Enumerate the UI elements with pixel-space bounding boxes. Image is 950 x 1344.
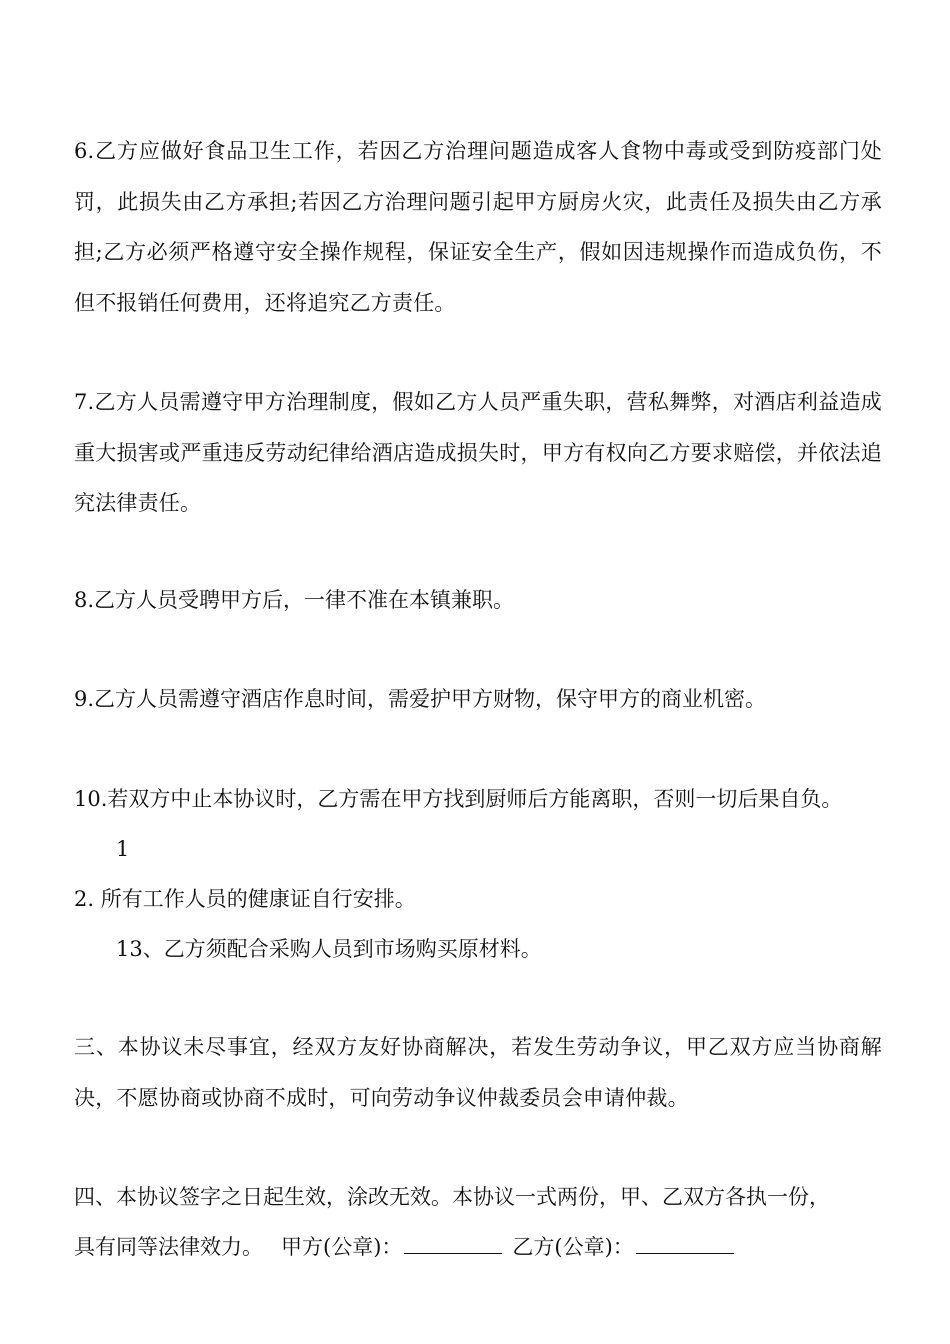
signature-line bbox=[74, 1232, 738, 1262]
clause-2: 2. 所有工作人员的健康证自行安排。 bbox=[74, 887, 416, 911]
section-3: 三、本协议未尽事宜，经双方友好协商解决，若发生劳动争议，甲乙双方应当协商解决，不愿协商或协商不成时，可向劳动争议仲裁委员会申请仲裁。 bbox=[74, 1035, 882, 1110]
section-4: 四、本协议签字之日起生效，涂改无效。本协议一式两份，甲、乙双方各执一份， bbox=[74, 1185, 830, 1209]
page-number: 1 bbox=[116, 837, 130, 861]
clause-13: 13、乙方须配合采购人员到市场购买原材料。 bbox=[116, 937, 542, 961]
party-b-blank[interactable] bbox=[636, 1235, 734, 1254]
party-b-label: 乙方(公章)： bbox=[512, 1235, 634, 1259]
signature-lead: 具有同等法律效力。 bbox=[74, 1235, 263, 1259]
party-a-blank[interactable] bbox=[404, 1235, 502, 1254]
clause-9: 9.乙方人员需遵守酒店作息时间，需爱护甲方财物，保守甲方的商业机密。 bbox=[74, 687, 767, 711]
clause-7: 7.乙方人员需遵守甲方治理制度，假如乙方人员严重失职，营私舞弊，对酒店利益造成重大损害或严重违反劳动纪律给酒店造成损失时，甲方有权向乙方要求赔偿，并依法追究法律责任。 bbox=[74, 390, 882, 515]
clause-8: 8.乙方人员受聘甲方后，一律不准在本镇兼职。 bbox=[74, 588, 515, 612]
clause-6: 6.乙方应做好食品卫生工作，若因乙方治理问题造成客人食物中毒或受到防疫部门处罚，此损失由乙方承担;若因乙方治理问题引起甲方厨房火灾，此责任及损失由乙方承担;乙方必须严格遵守安全操作规程，保证安全生产，假如因违规操作而造成负伤，不但不报销任何费用，还将追究乙方责任。 bbox=[74, 139, 882, 315]
party-a-label: 甲方(公章)： bbox=[281, 1235, 403, 1259]
clause-10: 10.若双方中止本协议时，乙方需在甲方找到厨师后方能离职，否则一切后果自负。 bbox=[74, 787, 843, 811]
